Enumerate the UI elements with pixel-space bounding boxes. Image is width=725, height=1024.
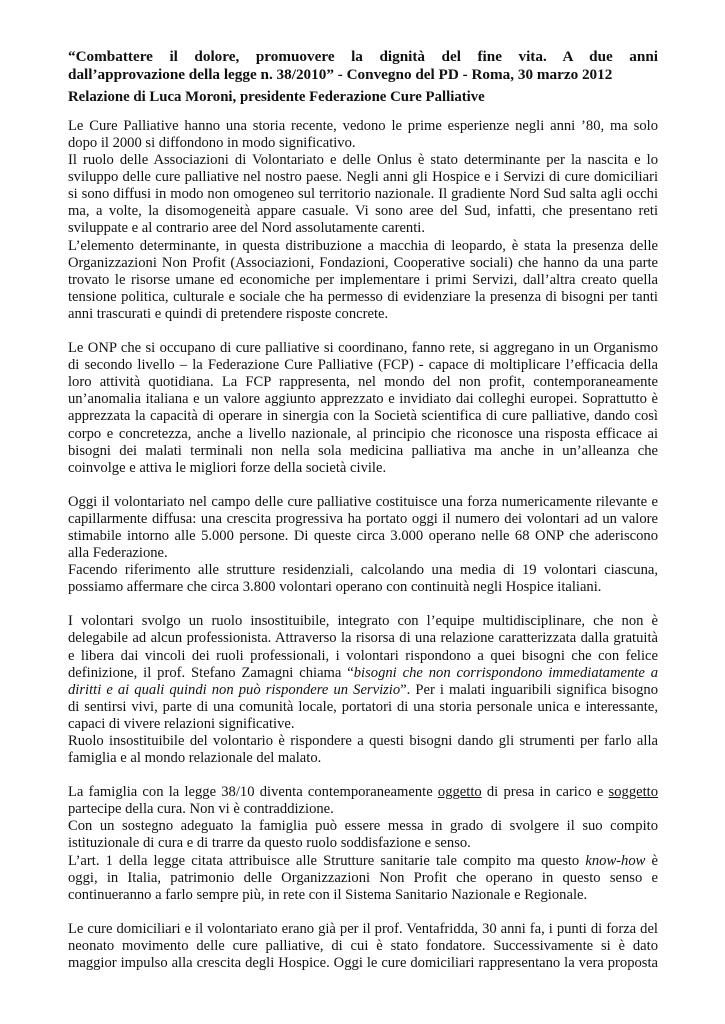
text-line: alla Federazione.	[68, 545, 168, 562]
text-line: Facendo riferimento alle strutture residenziali, calcolando una media di 19 volontari ciascuna,	[68, 562, 658, 579]
document-title	[68, 48, 658, 85]
text-line: anni trascurati e quindi di pretendere risposte concrete.	[68, 305, 389, 322]
title-line: “Combattere il dolore, promuovere la dignità del fine vita. A due anni	[68, 48, 658, 65]
text-run: ”. Per i malati inguaribili significa bisogno	[400, 681, 659, 698]
text-line	[68, 784, 658, 801]
text-line: apprezzata la capacità di operare in sinergia con la Società scientifica di cure palliative, dando così	[68, 408, 658, 425]
document-subtitle: Relazione di Luca Moroni, presidente Federazione Cure Palliative	[68, 88, 485, 105]
text-run: La famiglia con la legge 38/10 diventa contemporaneamente	[68, 784, 438, 801]
quoted-italic-text: diritti e ai quali quindi non può rispondere un Servizio	[68, 681, 401, 698]
text-line: Ruolo insostituibile del volontario è rispondere a questi bisogni dando gli strumenti per farlo alla	[68, 733, 658, 749]
text-line: Le cure domiciliari e il volontariato erano già per il prof. Ventafridda, 30 anni fa, i punti di forza del	[68, 920, 658, 937]
paragraph-4	[68, 613, 658, 767]
text-line: di secondo livello – la Federazione Cure Palliative (FCP) - capace di moltiplicare l’efficacia della	[68, 357, 658, 374]
paragraph-6	[68, 921, 658, 972]
text-line	[68, 665, 658, 682]
underlined-word: soggetto	[608, 784, 659, 801]
text-line: trovato le risorse umane ed economiche per implementare i primi Servizi, dall’altra creato quella	[68, 271, 658, 288]
text-line: oggi, in Italia, patrimonio delle Organizzazioni Non Profit che operano in questo senso e	[68, 869, 658, 886]
text-line: delegabile ad alcun professionista. Attraverso la risorsa di una relazione caratterizzata dalla gratuità	[68, 630, 658, 647]
text-line: dopo il 2000 si diffondono in modo significativo.	[68, 135, 356, 151]
text-line: capaci di vivere relazioni significative.	[68, 715, 295, 732]
text-run: è	[645, 852, 658, 869]
quoted-italic-text: bisogni che non corrispondono immediatamente a	[353, 664, 658, 681]
text-line: capillarmente diffusa: una crescita progressiva ha portato oggi il numero dei volontari ad un valore	[68, 510, 658, 527]
title-line: dall’approvazione della legge n. 38/2010” - Convegno del PD - Roma, 30 marzo 2012	[68, 66, 613, 84]
text-line: coinvolge e attiva le migliori forze della società civile.	[68, 459, 387, 476]
text-line: L’elemento determinante, in questa distribuzione a macchia di leopardo, è stata la presenza delle	[68, 237, 658, 254]
text-run: di presa in carico e	[481, 784, 609, 801]
paragraph-5	[68, 784, 658, 904]
text-line: loro attività quotidiana. La FCP rappresenta, nel mondo del non profit, contemporaneamente	[68, 374, 658, 391]
italic-term: know-how	[585, 852, 646, 869]
text-line: ma, a volte, la disomogeneità appare casuale. Vi sono aree del Sud, infatti, che presentano reti	[68, 203, 658, 220]
text-line: famiglia e al mondo relazionale del malato.	[68, 750, 322, 767]
text-line: istituzionale di cura e di trarre da questo ruolo soddisfazione e senso.	[68, 835, 471, 852]
text-line: stimabile intorno alle 5.000 persone. Di queste circa 3.000 operano nelle 68 ONP che aderiscono	[68, 527, 658, 544]
text-line: corpo e concretezza, anche a livello nazionale, al principio che riconosce una risposta efficace ai	[68, 425, 658, 442]
text-line: I volontari svolgo un ruolo insostituibile, integrato con l’equipe multidisciplinare, che non è	[68, 613, 658, 630]
text-line: si sono diffusi in modo non omogeneo sul territorio nazionale. Il gradiente Nord Sud salta agli occhi	[68, 186, 658, 203]
text-run: L’art. 1 della legge citata attribuisce alle Strutture sanitarie tale compito ma questo	[68, 852, 586, 869]
text-line: un’anomalia italiana e un valore aggiunto apprezzato e invidiato dai colleghi europei. Soprattutto è	[68, 391, 658, 408]
text-line: tensione politica, culturale e sociale che ha permesso di evidenziare la presenza di bisogni per tanti	[68, 288, 658, 305]
text-line: partecipe della cura. Non vi è contraddizione.	[68, 801, 334, 818]
text-line: di sentirsi vivi, parte di una comunità locale, portatori di una storia personale unica e interessante,	[68, 698, 658, 715]
text-line: continueranno a farlo sempre più, in rete con il Sistema Sanitario Nazionale e Regionale.	[68, 886, 588, 903]
text-line	[68, 853, 658, 870]
text-line: e libera dai vincoli dei ruoli professionali, i volontari rispondono a quei bisogni che con felice	[68, 647, 658, 664]
text-line: neonato movimento delle cure palliative, di cui è stato fondatore. Successivamente si è dato	[68, 937, 658, 954]
text-line: possiamo affermare che circa 3.800 volontari operano con continuità negli Hospice italiani.	[68, 579, 602, 596]
paragraph-2	[68, 340, 658, 477]
paragraph-1	[68, 118, 658, 323]
document-page	[68, 48, 658, 972]
text-line: Le Cure Palliative hanno una storia recente, vedono le prime esperienze negli anni ’80, ma solo	[68, 117, 658, 134]
text-run: definizione, il prof. Stefano Zamagni chiama “	[68, 664, 354, 681]
text-line: maggior impulso alla crescita degli Hospice. Oggi le cure domiciliari rappresentano la vera proposta	[68, 955, 658, 972]
text-line: Organizzazioni Non Profit (Associazioni, Fondazioni, Cooperative sociali) che hanno da una parte	[68, 254, 658, 271]
text-line: sviluppate e al contrario aree del Nord assolutamente carenti.	[68, 220, 425, 237]
paragraph-3	[68, 494, 658, 597]
text-line: sviluppo delle cure palliative nel nostro paese. Negli anni gli Hospice e i Servizi di cure domiciliari	[68, 169, 658, 186]
text-line: Con un sostegno adeguato la famiglia può essere messa in grado di svolgere il suo compito	[68, 818, 658, 835]
text-line: Il ruolo delle Associazioni di Volontariato e delle Onlus è stato determinante per la nascita e lo	[68, 152, 658, 169]
text-line	[68, 682, 658, 699]
text-line: Oggi il volontariato nel campo delle cure palliative costituisce una forza numericamente rilevante e	[68, 493, 658, 510]
underlined-word: oggetto	[437, 784, 482, 801]
text-line: bisogni dei malati terminali non nella sola medicina palliativa ma anche in un’alleanza che	[68, 442, 658, 459]
text-line: Le ONP che si occupano di cure palliative si coordinano, fanno rete, si aggregano in un Organismo	[68, 340, 658, 357]
